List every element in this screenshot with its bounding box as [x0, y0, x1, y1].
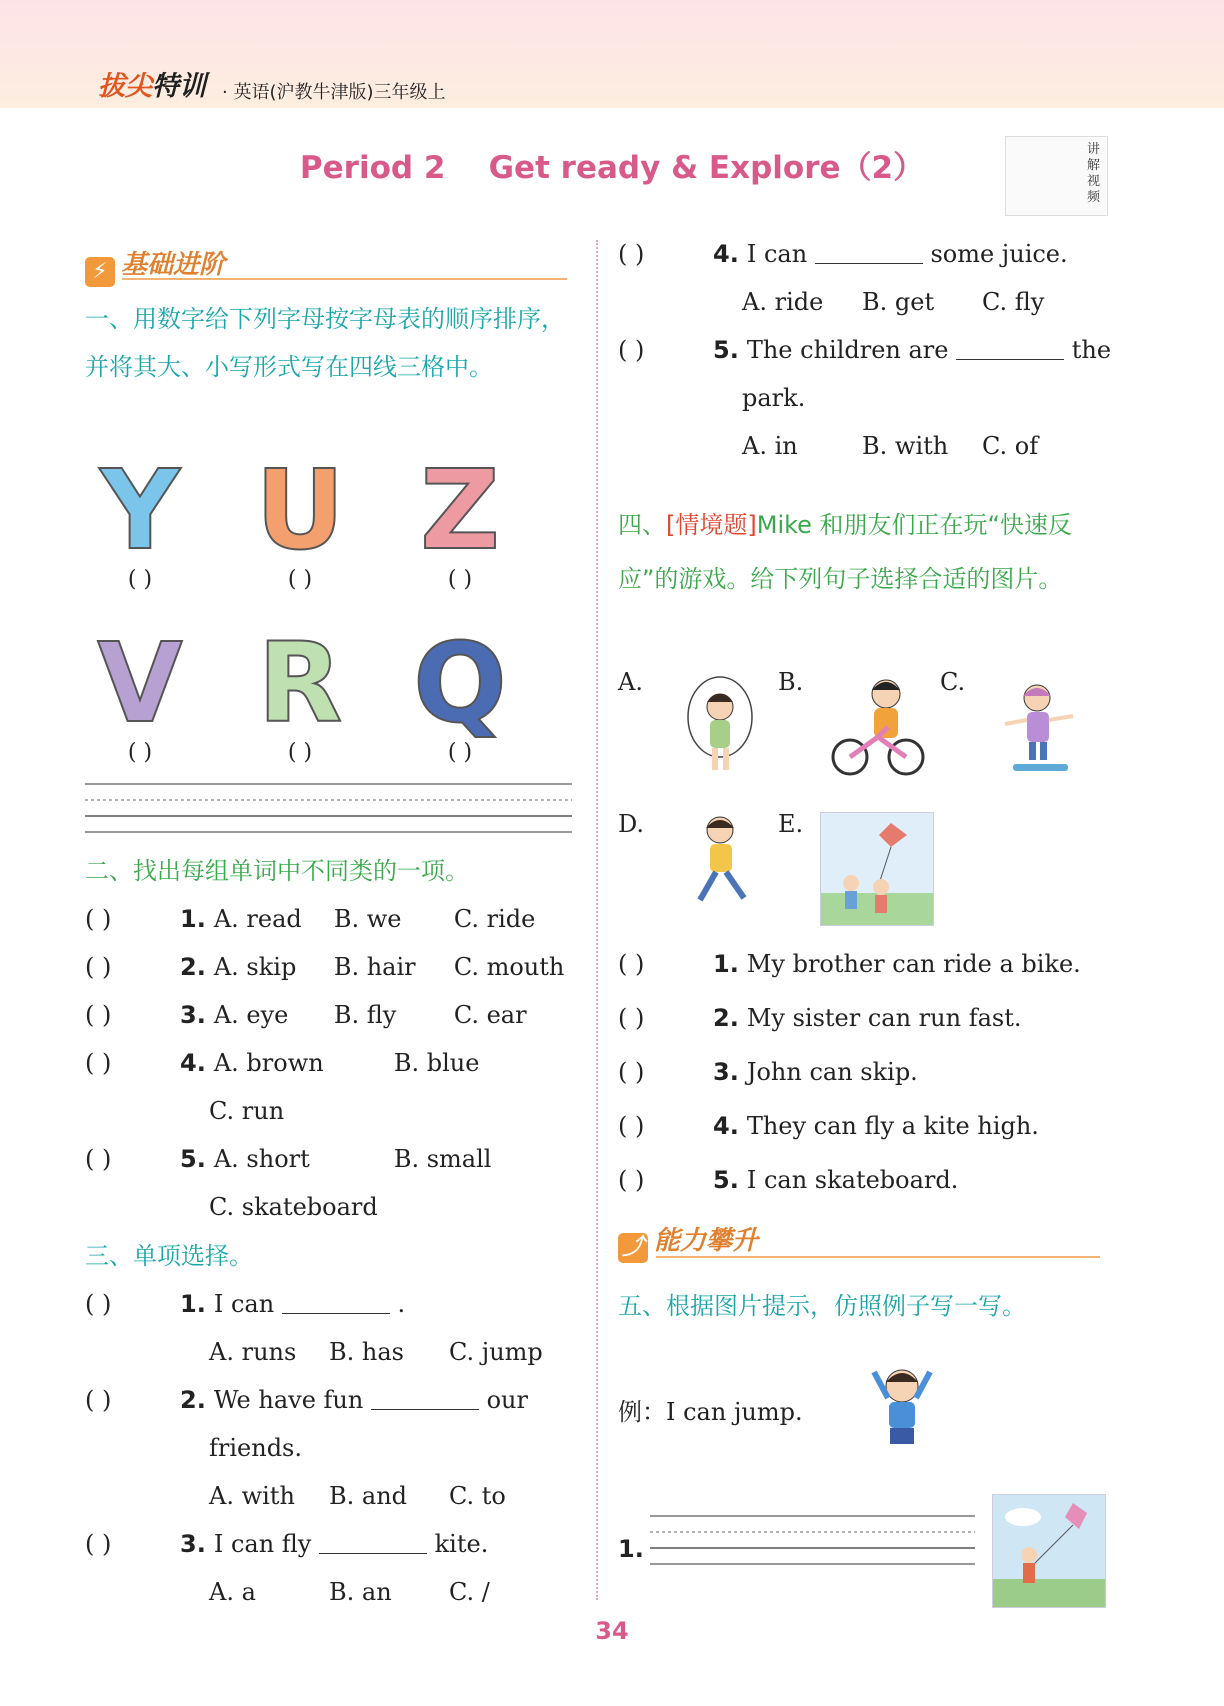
answer-paren[interactable]: ( ) [618, 950, 645, 978]
letter-r: R [257, 619, 343, 747]
letter-q: Q [413, 619, 507, 747]
option-a: A. eye [213, 1001, 289, 1029]
pic-label-e: E. [778, 810, 804, 838]
question-row [85, 1522, 575, 1566]
question-row [618, 232, 1108, 276]
item-number: 2. [180, 1386, 206, 1414]
answer-paren[interactable]: ( ) [85, 1290, 112, 1318]
item-number: 3. [180, 1001, 206, 1029]
option-a: A. brown [213, 1049, 324, 1077]
letter-answer-paren[interactable]: ( ) [287, 740, 313, 765]
section-underline [122, 278, 567, 280]
item-number: 1. [713, 950, 739, 978]
option-c: C. mouth [453, 953, 565, 981]
item-number: 5. [713, 336, 739, 364]
question-row [618, 1104, 1039, 1148]
option-c: C. jump [449, 1338, 543, 1366]
item-number: 2. [713, 1004, 739, 1032]
girl-skipping-rope-picture [680, 672, 760, 780]
question-row [618, 942, 1081, 986]
answer-blank[interactable] [319, 1533, 427, 1554]
column-divider [596, 240, 598, 1600]
letter-u: U [255, 446, 345, 574]
boy-riding-bike-picture [828, 672, 928, 782]
question-1-prompt: 一、用数字给下列字母按字母表的顺序排序，并将其大、小写形式写在四线三格中。 [85, 305, 565, 381]
letter-answer-paren[interactable]: ( ) [127, 567, 153, 592]
question-row-cont [209, 1089, 284, 1133]
girl-skateboarding-picture [995, 680, 1080, 780]
stem-text-after: . [397, 1290, 406, 1318]
page-number: 34 [595, 1617, 629, 1645]
children-flying-kite-picture [820, 812, 934, 926]
option-b: B. has [329, 1338, 404, 1366]
item-number: 5. [180, 1145, 206, 1173]
question-5-prompt: 五、根据图片提示，仿照例子写一写。 [618, 1292, 1026, 1320]
section-basic: ⚡ 基础进阶 [85, 244, 225, 287]
stem-text: The children are [746, 336, 949, 364]
question-4-prompt: 四、[情境题]Mike 和朋友们正在玩“快速反应”的游戏。给下列句子选择合适的图片。 [618, 511, 1072, 593]
item-number: 4. [180, 1049, 206, 1077]
stem-text-after: our [486, 1386, 528, 1414]
four-line-grid[interactable] [85, 780, 572, 840]
option-c: C. of [982, 432, 1039, 460]
brand-logo: 拔尖特训 [98, 71, 206, 102]
options-row [742, 424, 1038, 468]
options-row [209, 1474, 506, 1518]
option-c: C. ride [453, 905, 536, 933]
option-c: C. / [449, 1578, 490, 1606]
answer-paren[interactable]: ( ) [85, 1001, 112, 1029]
boy-jumping-picture [862, 1358, 942, 1458]
pic-label-a: A. [618, 668, 643, 696]
option-a: A. a [209, 1578, 256, 1606]
answer-paren[interactable]: ( ) [85, 905, 112, 933]
answer-blank[interactable] [282, 1293, 390, 1314]
letter-v: V [97, 619, 183, 747]
option-a: A. ride [742, 288, 824, 316]
stem-text-after: the [1071, 336, 1112, 364]
option-a: A. runs [209, 1338, 297, 1366]
option-a: A. with [209, 1482, 295, 1510]
answer-paren[interactable]: ( ) [85, 1145, 112, 1173]
answer-paren[interactable]: ( ) [618, 336, 645, 364]
question-2-prompt: 二、找出每组单词中不同类的一项。 [85, 857, 469, 885]
video-label: 讲解视频 [1087, 142, 1101, 205]
runner-icon: ⚡ [85, 257, 115, 287]
answer-blank[interactable] [815, 243, 923, 264]
option-c: C. run [209, 1097, 285, 1125]
question-row [85, 897, 535, 941]
stem-text-after: kite. [434, 1530, 489, 1558]
item-number: 1. [180, 1290, 206, 1318]
example-sentence: 例：I can jump. [618, 1398, 803, 1426]
options-row [742, 280, 1044, 324]
page-title: Period 2 Get ready & Explore（2） [299, 150, 925, 186]
item-number: 4. [713, 240, 739, 268]
question-row [85, 993, 527, 1037]
option-b: B. an [329, 1578, 392, 1606]
stem-text: We have fun [213, 1386, 364, 1414]
question-row [85, 945, 564, 989]
question-3-prompt: 三、单项选择。 [85, 1242, 253, 1270]
pic-label-b: B. [778, 668, 804, 696]
stem-continuation: friends. [209, 1434, 302, 1462]
answer-paren[interactable]: ( ) [618, 1058, 645, 1086]
stem-continuation: park. [742, 384, 806, 412]
options-row [209, 1330, 543, 1374]
question-row [85, 1137, 514, 1181]
option-b: B. hair [333, 953, 416, 981]
video-qr-box[interactable] [1005, 136, 1108, 216]
pic-label-d: D. [618, 810, 645, 838]
answer-blank[interactable] [371, 1389, 479, 1410]
section-underline-2 [656, 1256, 1100, 1258]
item-number: 3. [180, 1530, 206, 1558]
answer-paren[interactable]: ( ) [85, 1386, 112, 1414]
answer-paren[interactable]: ( ) [618, 240, 645, 268]
letter-answer-paren[interactable]: ( ) [447, 740, 473, 765]
option-a: A. skip [213, 953, 297, 981]
letter-answer-paren[interactable]: ( ) [447, 567, 473, 592]
stem-text: I can [213, 1290, 275, 1318]
sentence-text: My sister can run fast. [746, 1004, 1022, 1032]
question-row [85, 1041, 514, 1085]
item-number: 1. [180, 905, 206, 933]
answer-number: 1. [618, 1535, 644, 1563]
letter-y: Y [100, 446, 180, 574]
girl-running-picture [680, 812, 760, 912]
pic-label-c: C. [940, 668, 966, 696]
option-b: B. small [393, 1145, 492, 1173]
section-advance: ⤴ 能力攀升 [618, 1220, 758, 1263]
letter-answer-paren[interactable]: ( ) [287, 567, 313, 592]
answer-four-line-grid[interactable] [650, 1512, 975, 1572]
options-row [209, 1570, 490, 1614]
option-b: B. blue [393, 1049, 480, 1077]
question-row [618, 328, 1112, 372]
question-row [85, 1378, 575, 1422]
stem-text: I can fly [213, 1530, 312, 1558]
subject-label: · 英语(沪教牛津版)三年级上 [222, 82, 446, 103]
sentence-text: John can skip. [746, 1058, 918, 1086]
sentence-text: My brother can ride a bike. [746, 950, 1081, 978]
item-number: 3. [713, 1058, 739, 1086]
option-c: C. skateboard [209, 1193, 378, 1221]
option-b: B. we [333, 905, 402, 933]
letter-z: Z [420, 446, 500, 574]
question-row [618, 996, 1021, 1040]
question-row [618, 1158, 958, 1202]
item-number: 4. [713, 1112, 739, 1140]
answer-blank[interactable] [956, 339, 1064, 360]
answer-paren[interactable]: ( ) [85, 1530, 112, 1558]
boy-flying-kite-picture [992, 1494, 1106, 1608]
option-b: B. with [862, 432, 949, 460]
option-a: A. in [742, 432, 798, 460]
answer-paren[interactable]: ( ) [618, 1112, 645, 1140]
option-a: A. read [213, 905, 302, 933]
option-b: B. and [329, 1482, 408, 1510]
answer-paren[interactable]: ( ) [618, 1166, 645, 1194]
sentence-text: I can skateboard. [746, 1166, 959, 1194]
question-row-cont [209, 1185, 378, 1229]
climber-icon: ⤴ [618, 1233, 648, 1263]
sentence-text: They can fly a kite high. [746, 1112, 1039, 1140]
stem-text-after: some juice. [930, 240, 1068, 268]
answer-paren[interactable]: ( ) [618, 1004, 645, 1032]
answer-paren[interactable]: ( ) [85, 953, 112, 981]
option-c: C. ear [453, 1001, 527, 1029]
option-c: C. to [449, 1482, 506, 1510]
stem-text: I can [746, 240, 808, 268]
item-number: 2. [180, 953, 206, 981]
question-row [618, 1050, 918, 1094]
option-c: C. fly [982, 288, 1045, 316]
item-number: 5. [713, 1166, 739, 1194]
option-b: B. get [862, 288, 935, 316]
option-b: B. fly [333, 1001, 397, 1029]
letter-answer-paren[interactable]: ( ) [127, 740, 153, 765]
option-a: A. short [213, 1145, 310, 1173]
question-row [85, 1282, 575, 1326]
answer-paren[interactable]: ( ) [85, 1049, 112, 1077]
